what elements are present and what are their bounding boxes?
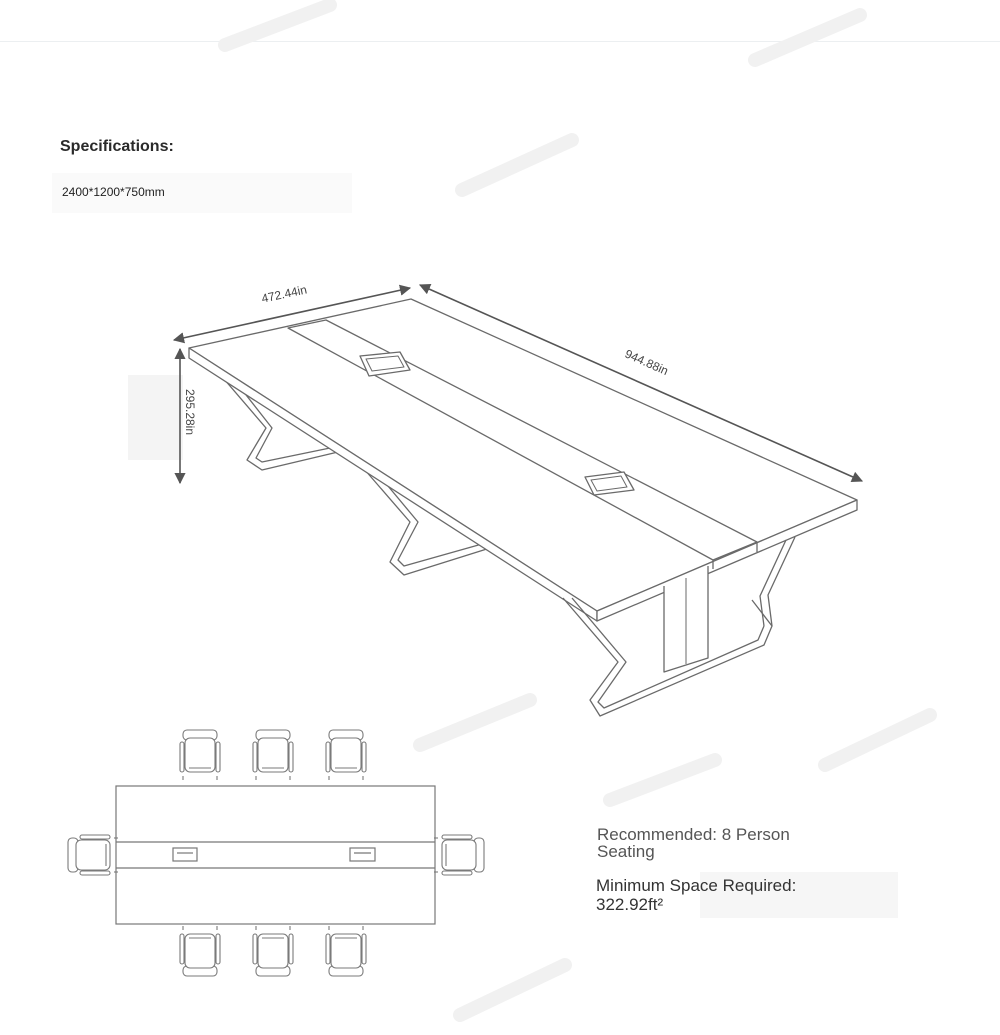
chair — [253, 730, 293, 780]
seating-recommendation: Recommended: 8 Person Seating — [597, 825, 790, 861]
top-view-cable-box — [173, 848, 197, 861]
chair — [326, 730, 366, 780]
dimension-length-label: 944.88in — [622, 346, 671, 379]
chair — [253, 926, 293, 976]
chair — [68, 835, 118, 875]
isometric-table-drawing — [189, 299, 857, 716]
minimum-space-required: Minimum Space Required: 322.92ft² — [596, 876, 797, 914]
chair — [434, 835, 484, 875]
specifications-title: Specifications: — [60, 138, 174, 155]
top-view-cable-box — [350, 848, 375, 861]
chair — [326, 926, 366, 976]
dimension-height-label: 295.28in — [183, 388, 197, 436]
top-view-table — [116, 786, 435, 924]
top-view-drawing — [116, 786, 435, 924]
chair — [180, 926, 220, 976]
chair — [180, 730, 220, 780]
specifications-dimensions: 2400*1200*750mm — [62, 185, 165, 199]
cable-box-2 — [585, 472, 634, 495]
dimension-width-label: 472.44in — [260, 282, 309, 306]
